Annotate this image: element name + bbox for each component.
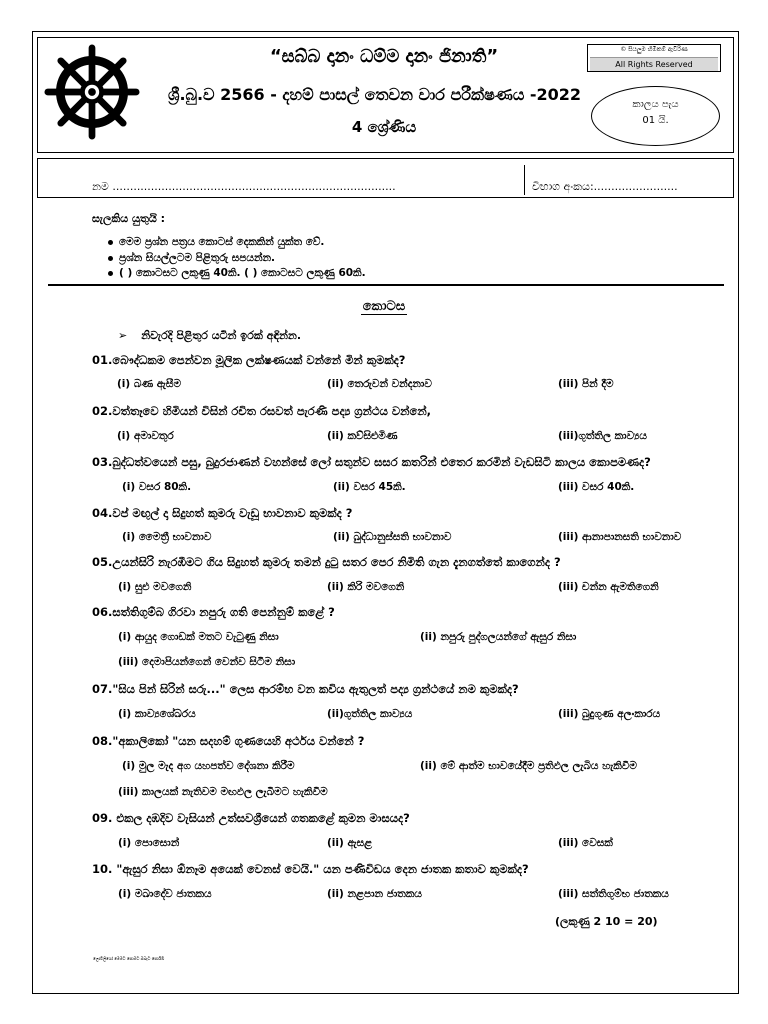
copyright-text: All Rights Reserved xyxy=(590,57,718,71)
copyright-box xyxy=(587,44,721,72)
directive-text: නිවැරදි පිළිතුර යටින් ඉරක් අඳින්න. xyxy=(141,329,302,342)
instruction-text: ( ) කොටසට ලකුණු 40කි. ( ) කොටසට ලකුණු 60කි. xyxy=(119,267,366,279)
question-6-option-2[interactable]: (ii) නපුරු පුද්ගලයන්ගේ ඇසුර නිසා xyxy=(420,631,577,643)
time-allowed-badge xyxy=(591,86,720,146)
section-title-text: කොටස xyxy=(362,299,406,314)
bullet-icon xyxy=(108,271,113,276)
index-number-field[interactable]: විභාග අංකය:........................ xyxy=(532,180,678,193)
question-8-option-1[interactable]: (i) මුල මැද අග යහපත්ව දේශනා කිරීම xyxy=(122,760,295,772)
question-7-option-2[interactable]: (ii)ගුත්තිල කාව්‍යය xyxy=(327,708,413,720)
directive xyxy=(118,329,301,343)
question-1: 01.බෞද්ධකම පෙන්වන මූලික ලක්ෂණයක් වන්නේ මින් කුමක්ද? xyxy=(92,353,406,367)
question-10-option-3[interactable]: (iii) සත්තිගුම්භ ජාතකය xyxy=(558,888,669,900)
question-7: 07."සිය පින් සිරින් සරු..." ලෙස ආරම්භ වන කවිය ඇතුලත් පද්‍ය ග්‍රන්ථයේ නම කුමක්ද? xyxy=(92,682,519,696)
question-5-option-1[interactable]: (i) සුළු මවගෙනි xyxy=(118,581,192,593)
question-3-option-2[interactable]: (ii) වසර 45කි. xyxy=(333,481,406,493)
question-5-option-3[interactable]: (iii) චන්න ඇමතිගෙනි xyxy=(558,581,659,593)
question-2-option-2[interactable]: (ii) කව්සිළුමිණ xyxy=(327,430,398,442)
question-5-option-2[interactable]: (ii) කිරි මවගෙනි xyxy=(327,581,405,593)
question-7-option-1[interactable]: (i) කාව්‍යශේඛරය xyxy=(118,708,196,720)
question-4-option-1[interactable]: (i) මෛත්‍රී භාවනාව xyxy=(122,531,212,543)
section-title xyxy=(0,299,768,314)
question-2-option-1[interactable]: (i) අමාවතුර xyxy=(117,430,174,442)
question-1-option-2[interactable]: (ii) තෙරුවන් වන්දනාව xyxy=(327,378,432,390)
question-2-option-3[interactable]: (iii)ගුත්තිල කාව්‍යය xyxy=(558,430,647,442)
question-2: 02.වත්තෑවෙ හිමියන් විසින් රචිත රසවත් පැරණි පද්‍ය ග්‍රන්ථය වන්නේ, xyxy=(92,404,432,418)
question-9: 09. එකල දඹදිව වැසියන් උත්සවශ්‍රීයෙන් ගතකළේ කුමන මාසයද? xyxy=(92,811,410,825)
name-field[interactable]: නම ................................................................................. xyxy=(92,180,396,193)
question-10-option-2[interactable]: (ii) නළපාන ජාතකය xyxy=(327,888,422,900)
motto: “සබ්බ දානං ධම්ම දානං ජිනාති” xyxy=(269,46,499,67)
instruction-item xyxy=(108,267,366,280)
question-4-option-3[interactable]: (iii) ආනාපානසති භාවනාව xyxy=(558,531,682,543)
question-4-option-2[interactable]: (ii) බුද්ධානුස්සති භාවනාව xyxy=(333,531,452,543)
bullet-icon xyxy=(108,240,113,245)
copyright-sinhala: © සියලුම හිමිකම් ඇවිරිණ xyxy=(620,46,688,53)
question-9-option-2[interactable]: (ii) ඇසළ xyxy=(327,837,373,849)
bullet-icon xyxy=(108,256,113,261)
arrow-bullet-icon: ➢ xyxy=(118,329,128,342)
question-8: 08."අකාලිකෝ "යන සදහම් ගුණයෙහි අර්ථය වන්නේ ? xyxy=(92,734,365,748)
instructions-heading: සැලකිය යුතුයි : xyxy=(92,212,166,225)
question-5: 05.උයන්සිරි නැරඹීමට ගිය සිදුහත් කුමරු තමන් දුටු සතර පෙර නිමිති ගැන දැනගත්තේ කාගෙන්ද ? xyxy=(92,555,561,569)
exam-title: ශ්‍රී.බු.ව 2566 - දහම් පාසල් තෙවන වාර පරීක්ෂණය -2022 xyxy=(168,85,582,104)
question-3-option-3[interactable]: (iii) වසර 40කි. xyxy=(558,481,635,493)
details-divider xyxy=(524,165,525,195)
question-10-option-1[interactable]: (i) මඛාදේව ජාතකය xyxy=(118,888,212,900)
question-6: 06.සත්තිගුම්බ ගිරවා නපුරු ගති පෙන්නුම් කළේ ? xyxy=(92,605,335,619)
question-9-option-3[interactable]: (iii) වෙසක් xyxy=(558,837,613,849)
instruction-item xyxy=(108,252,275,265)
question-4: 04.වප් මඟුල් දා සිදුහත් කුමරු වැඩූ භාවනාව කුමක්ද ? xyxy=(92,506,353,520)
question-6-option-1[interactable]: (i) ආයුද ගොඩක් මතට වැටුණු නිසා xyxy=(118,631,279,643)
question-1-option-1[interactable]: (i) බණ ඇසීම xyxy=(117,378,182,390)
question-3: 03.බුද්ධත්වයෙන් පසු, බුදුරජාණන් වහන්සේ ලෝ සතුන්ව සසර කතරින් එතෙර කරමින් වැඩසිටි කාලය කොපමණද? xyxy=(92,455,651,469)
instruction-text: මෙම ප්‍රශ්න පත්‍රය කොටස් දෙකකින් යුක්ත වේ. xyxy=(119,236,325,248)
marks-label: (ලකුණු 2 10 = 20) xyxy=(555,915,658,928)
question-8-option-2[interactable]: (ii) මේ ආත්ම භාවයේදීම ප්‍රතිඵල ලැබිය හැකිවීම xyxy=(420,760,637,772)
time-value: 01 යි. xyxy=(642,115,669,126)
section-divider xyxy=(48,284,724,286)
grade-label: 4 ශ්‍රේණිය xyxy=(351,118,417,136)
question-1-option-3[interactable]: (iii) පින් දීම xyxy=(558,378,614,390)
question-7-option-3[interactable]: (iii) බුදුගුණ අලංකාරය xyxy=(558,708,661,720)
instruction-item xyxy=(108,236,324,249)
instruction-text: ප්‍රශ්න සියල්ලටම පිළිතුරු සපයන්න. xyxy=(119,252,276,264)
question-9-option-1[interactable]: (i) පොසොන් xyxy=(118,837,180,849)
question-3-option-1[interactable]: (i) වසර 80කි. xyxy=(122,481,192,493)
footer-note: ලොවිලියෝ මෙමට පොමට ඔබැට පොයිබි xyxy=(93,956,165,961)
time-label: කාලය පැය xyxy=(632,99,679,110)
question-8-option-3[interactable]: (iii) කාලයක් නැතිවම මඟඵල ලැබීමට හැකිවීම xyxy=(118,786,328,798)
question-6-option-3[interactable]: (iii) දෙමාපියන්ගෙන් වෙන්ව සිටීම නිසා xyxy=(118,656,296,668)
question-10: 10. "ඇසුර නිසා ඕනෑම අයෙක් වෙනස් වෙයි." යන පණිවිඩය දෙන ජාතක කතාව කුමක්ද? xyxy=(92,862,529,876)
